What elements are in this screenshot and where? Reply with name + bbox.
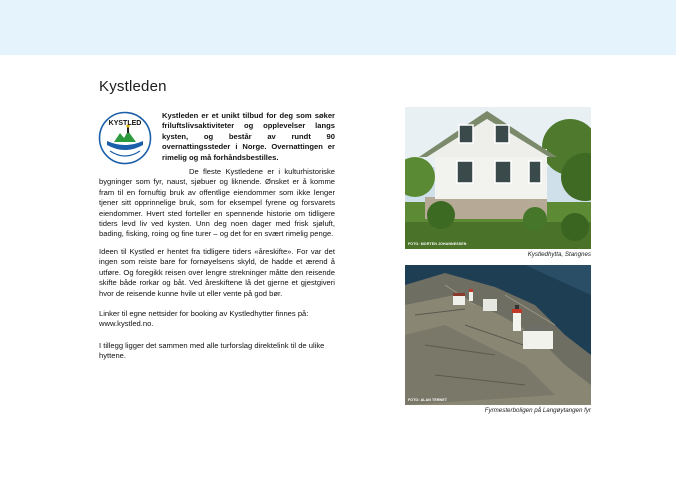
kystled-logo-icon	[98, 111, 152, 165]
paragraph-links: Linker til egne nettsider for booking av Kystledhytter finnes på: www.kystled.no.	[99, 309, 309, 329]
photo-caption: Fyrmesterboligen på Langøytangen fyr	[484, 407, 591, 414]
paragraph-buildings: De fleste Kystledene er i kulturhistoriske bygninger som fyr, naust, sjøbuer og liknende. Ønsket er å komme fram til en fornuftig bruk av offentlige eiendommer som ikke lenger tjener sitt opprinnelige bruk, som for eksempel fyrene og forsvarets eiendommer. Hvert sted forteller en spennende historie om tidligere tiders levd liv ved kysten. Unn deg noen dager med frisk sjøluft, bading, fisking, roing og fine turer – og det for en svært rimelig penge.	[99, 167, 335, 239]
paragraph-idea: Ideen til Kystled er hentet fra tidligere tiders «åreskifte». For var det ingen som reiste bare for fornøyelsens skyld, de hadde et ærend å utføre. Og foregikk reisen over lengre strekninger måtte den reisende skifte både rorkar og båt. Ved åreskiftene lå det gjerne et gjestgiveri hvor de reisende kunne hvile ut eller vente på god bør.	[99, 247, 335, 298]
photo-kystledhytta	[405, 107, 591, 249]
intro-paragraph: Kystleden er et unikt tilbud for deg som søker friluftslivsaktiviteter og opplevelser langs kysten, og består av rundt 90 overnattingssteder i Norge. Overnattingen er rimelig og må forhåndsbestilles.	[162, 111, 335, 162]
photo-credit: FOTO: ALAN TERNET	[408, 398, 448, 402]
logo-text: KYSTLED	[108, 120, 142, 127]
paragraph-links-extra: I tillegg ligger det sammen med alle turforslag direktelink til de ulike hyttene.	[99, 341, 325, 361]
photo-caption: Kystledhytta, Stangnes	[527, 251, 591, 258]
page-title: Kystleden	[99, 78, 167, 95]
photo-credit: FOTO: MORTEN JOHANNESSEN	[408, 242, 467, 246]
photo-langoytangen-fyr	[405, 265, 591, 405]
top-banner	[0, 0, 676, 55]
